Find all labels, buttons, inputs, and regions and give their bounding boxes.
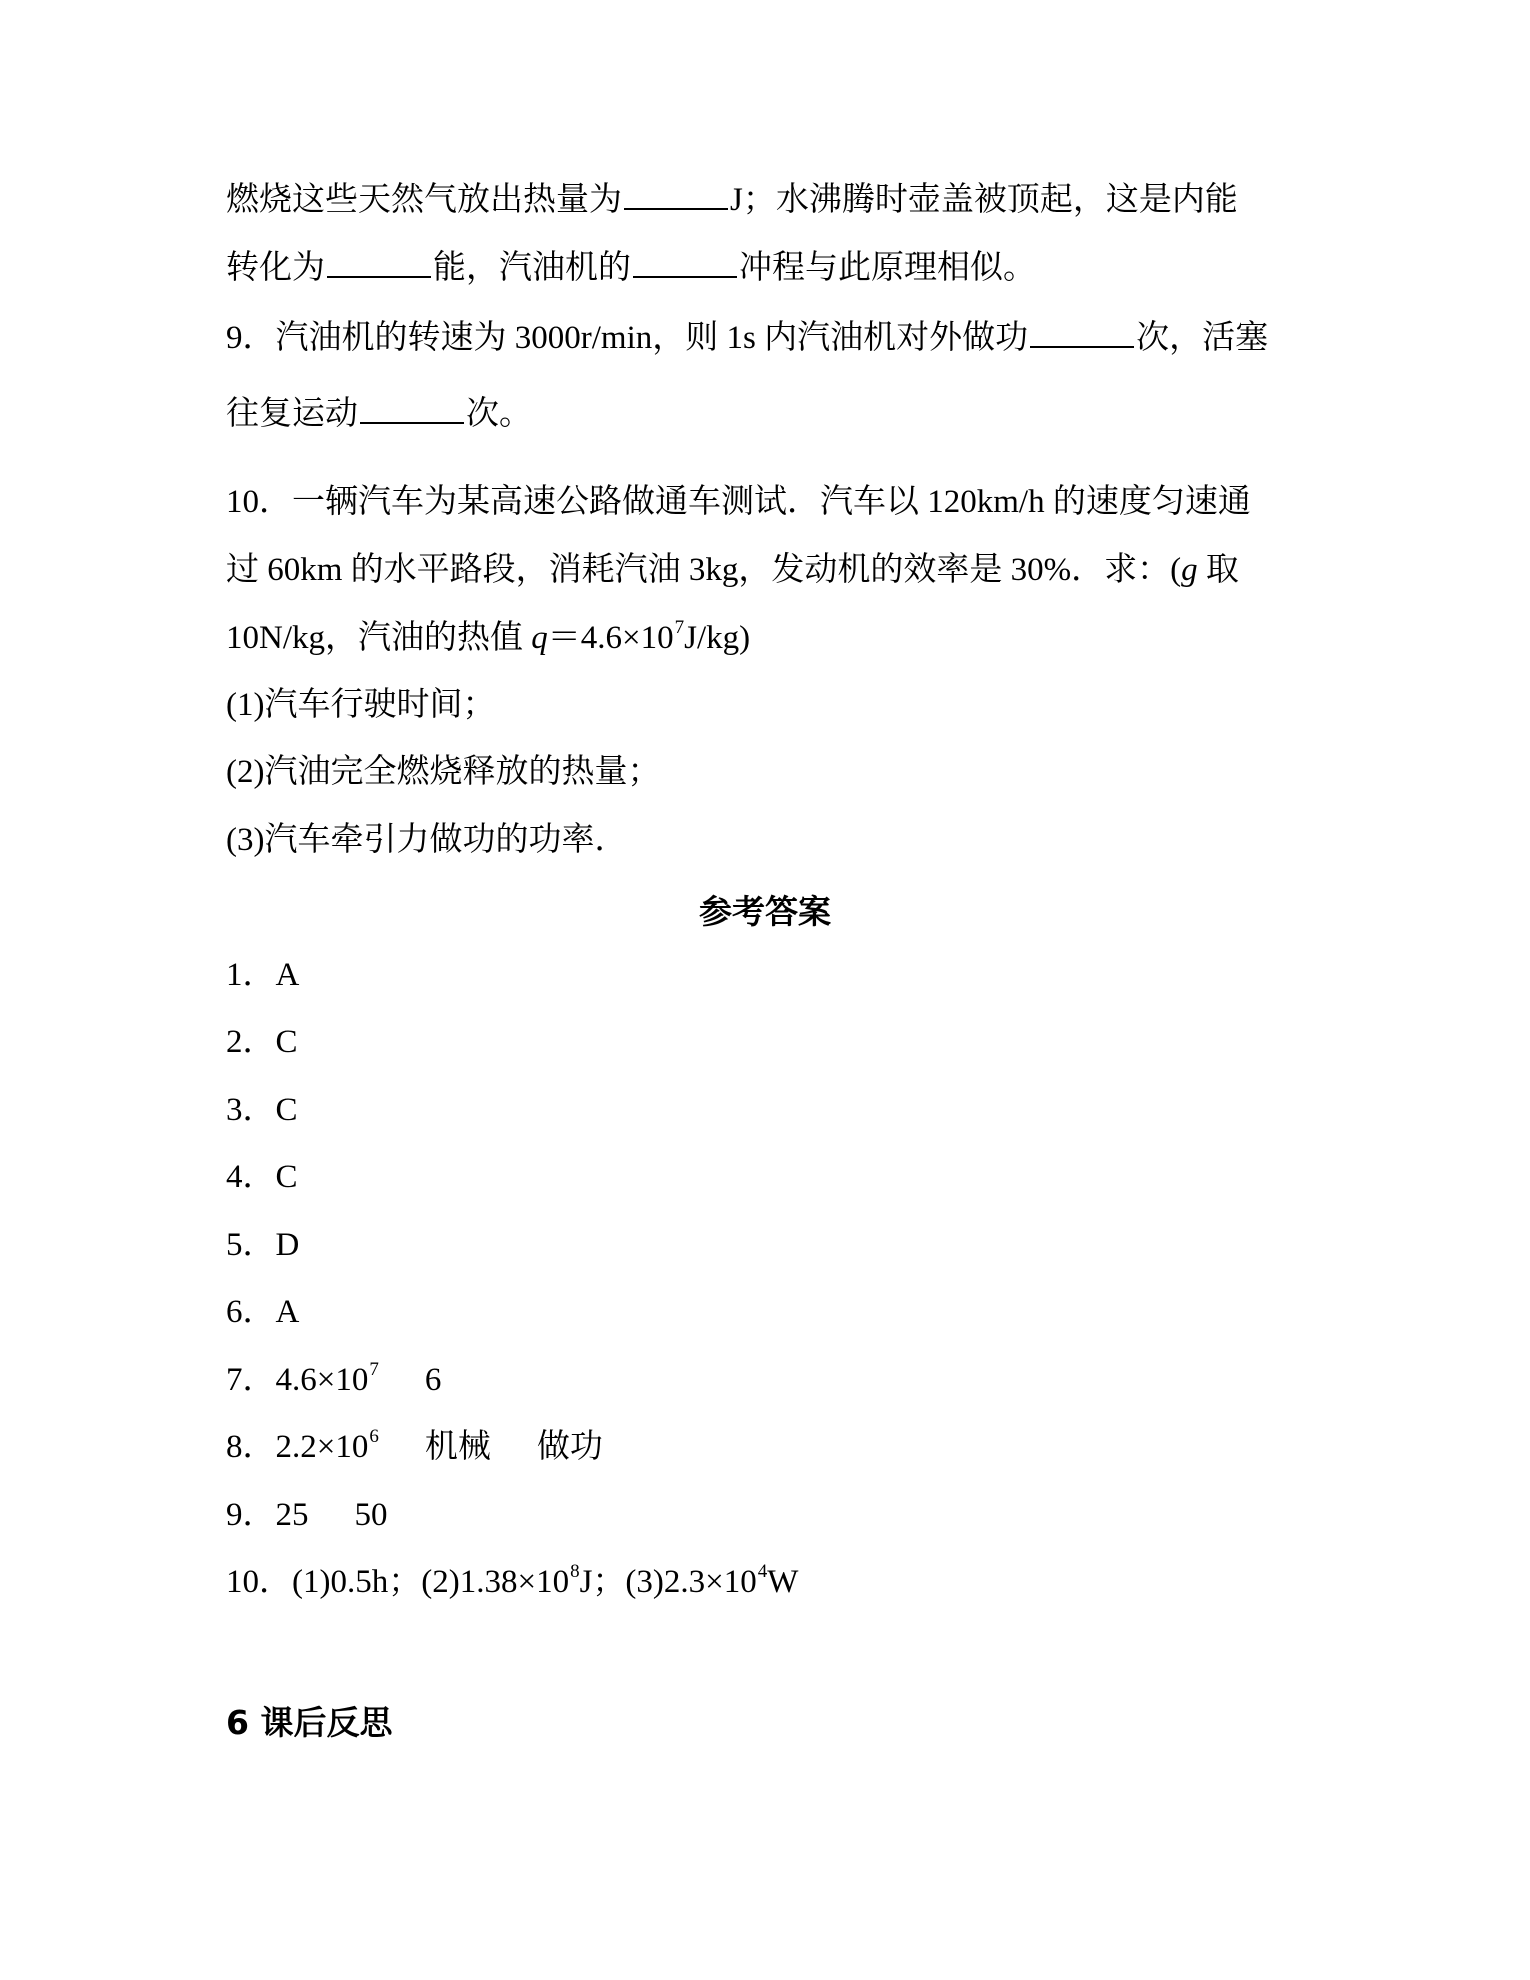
answer-blank[interactable] xyxy=(360,394,464,424)
q10-line-2 xyxy=(226,550,1239,590)
answer-5: 5．D xyxy=(226,1227,300,1263)
text: 转化为 xyxy=(226,250,325,286)
text: 次，活塞 xyxy=(1136,320,1269,356)
text: 50 xyxy=(354,1497,388,1533)
answer-1: 1．A xyxy=(226,957,300,993)
section-title: 6 课后反思 xyxy=(226,1703,393,1742)
answer-10 xyxy=(226,1562,798,1607)
q10-sub-3: (3)汽车牵引力做功的功率． xyxy=(226,822,628,858)
q9-line-2 xyxy=(226,394,532,434)
answer-7 xyxy=(226,1360,441,1405)
q8-line-2 xyxy=(226,248,1036,288)
text: 往复运动 xyxy=(226,396,358,432)
answer-blank[interactable] xyxy=(1030,318,1134,348)
answer-blank[interactable] xyxy=(633,248,737,278)
answer-4: 4．C xyxy=(226,1159,298,1195)
answer-9 xyxy=(226,1495,388,1535)
text: 过 60km 的水平路段，消耗汽油 3kg，发动机的效率是 30%．求：( xyxy=(226,552,1182,588)
q10-line-1: 10．一辆汽车为某高速公路做通车测试．汽车以 120km/h 的速度匀速通 xyxy=(226,484,1251,520)
text: 机械 xyxy=(424,1429,491,1465)
text: 能，汽油机的 xyxy=(433,250,631,286)
answer-8 xyxy=(226,1427,603,1472)
answers-title: 参考答案 xyxy=(699,892,831,931)
text: 9．25 xyxy=(226,1497,309,1533)
text: 7．4.6×10 xyxy=(226,1362,369,1398)
answer-2: 2．C xyxy=(226,1024,298,1060)
text: J/kg) xyxy=(684,620,751,656)
text: J；(3)2.3×10 xyxy=(579,1564,757,1600)
text: 6 xyxy=(424,1362,442,1398)
answer-6: 6．A xyxy=(226,1294,300,1330)
answer-3: 3．C xyxy=(226,1092,298,1128)
text: 10N/kg，汽油的热值 xyxy=(226,620,532,656)
text: ＝4.6×10 xyxy=(547,620,674,656)
symbol-q: q xyxy=(531,620,548,656)
text: 燃烧这些天然气放出热量为 xyxy=(226,182,622,218)
text: 10．(1)0.5h；(2)1.38×10 xyxy=(226,1564,570,1600)
q10-line-3 xyxy=(226,618,750,663)
text: 次。 xyxy=(466,396,532,432)
text: 9．汽油机的转速为 3000r/min，则 1s 内汽油机对外做功 xyxy=(226,320,1029,356)
text: 做功 xyxy=(536,1429,603,1465)
answer-blank[interactable] xyxy=(624,180,728,210)
q10-sub-2: (2)汽油完全燃烧释放的热量； xyxy=(226,754,661,790)
text: 冲程与此原理相似。 xyxy=(739,250,1036,286)
text: W xyxy=(767,1564,799,1600)
exponent: 7 xyxy=(674,617,685,638)
text: 8．2.2×10 xyxy=(226,1429,369,1465)
symbol-g: g xyxy=(1181,552,1198,588)
q9-line-1 xyxy=(226,318,1268,358)
exponent: 7 xyxy=(369,1359,379,1380)
text: J；水沸腾时壶盖被顶起，这是内能 xyxy=(730,182,1238,218)
exponent: 8 xyxy=(570,1561,580,1582)
text: 取 xyxy=(1197,552,1239,588)
exponent: 6 xyxy=(369,1426,379,1447)
exponent: 4 xyxy=(757,1561,768,1582)
answer-blank[interactable] xyxy=(327,248,431,278)
q10-sub-1: (1)汽车行驶时间； xyxy=(226,687,496,723)
q8-line-1 xyxy=(226,180,1238,220)
